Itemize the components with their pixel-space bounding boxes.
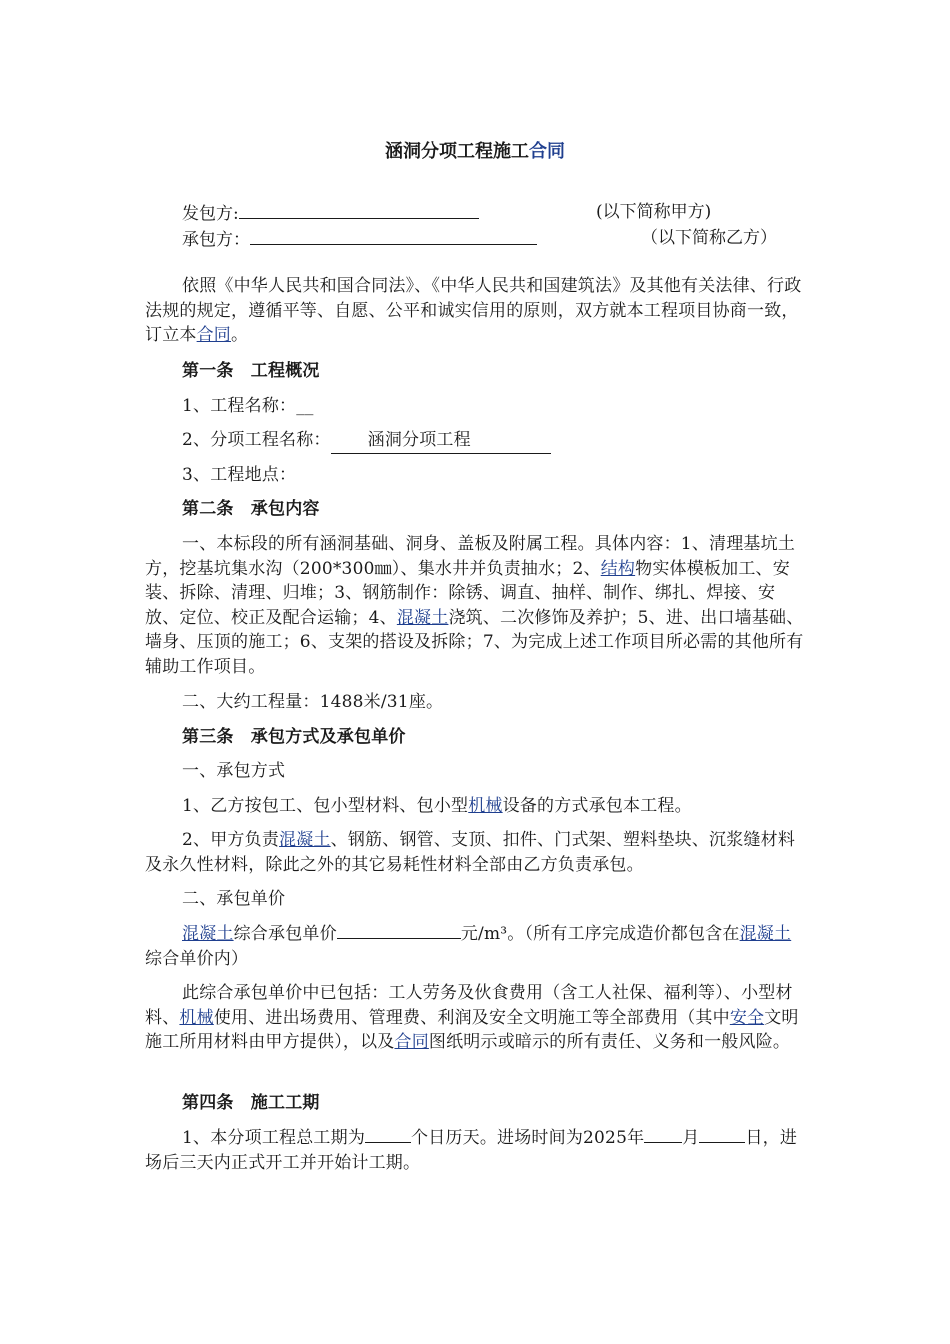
a3-p4-text-2: 使用、进出场费用、管理费、利润及安全文明施工等全部费用（其中	[213, 1007, 730, 1028]
a3-p1-text-2: 设备的方式承包本工程。	[502, 796, 692, 816]
title-link-contract[interactable]: 合同	[529, 141, 565, 162]
party-a-blank	[239, 200, 479, 219]
a3-p4-text-4: 图纸明示或暗示的所有责任、义务和一般风险。	[428, 1032, 791, 1052]
unit-price-blank	[337, 922, 461, 939]
a2-text-3: 浇筑、二次修饰及养护；5、进、出口墙基础、墙身、压顶的施工；6、支架的搭设及拆除；7、为完成上述工作项目所必需的其他所有辅助工作项目。	[145, 607, 804, 677]
article-1-item-2	[145, 428, 805, 454]
party-b-line	[182, 226, 537, 252]
a2-text-2: 物实体模板加工、安装、拆除、清理、归堆；3、钢筋制作：除锈、调直、抽样、制作、绑扎、焊接、安放、定位、校正及配合运输；4、	[145, 558, 790, 628]
a3-p3-text-3: 综合单价内）	[145, 948, 249, 969]
article-1-heading: 第一条 工程概况	[182, 361, 320, 381]
item-2-value: 涵洞分项工程	[331, 428, 551, 454]
a3-p2-text-1: 2、甲方负责	[182, 830, 280, 850]
link-concrete[interactable]: 混凝土	[396, 607, 449, 628]
article-1-item-1: 1、工程名称：__	[182, 396, 314, 416]
party-a-note: (以下简称甲方)	[596, 202, 712, 222]
document-title	[0, 139, 950, 165]
item-2-label: 2、分项工程名称：	[182, 430, 331, 450]
party-b-label: 承包方：	[182, 230, 250, 250]
day-blank	[699, 1126, 745, 1143]
party-a-line	[182, 200, 479, 226]
article-3-paragraph-1	[145, 794, 805, 819]
link-concrete[interactable]: 混凝土	[279, 830, 331, 850]
a4-text-2: 个日历天。进场时间为2025年	[411, 1128, 645, 1148]
a3-p4-text-3: 文明施工所用材料由甲方提供），以及	[145, 1007, 799, 1052]
a3-p1-text-1: 1、乙方按包工、包小型材料、包小型	[182, 796, 469, 816]
a3-p2-text-2: 、钢筋、钢管、支顶、扣件、门式架、塑料垫块、沉浆缝材料及永久性材料，除此之外的其它易耗性材料全部由乙方负责承包。	[145, 830, 796, 875]
intro-end: 。	[231, 325, 249, 345]
month-blank	[644, 1126, 682, 1143]
article-3-paragraph-4	[145, 981, 805, 1055]
link-contract[interactable]: 合同	[394, 1032, 429, 1052]
a3-p3-text-2: 元/m³。（所有工序完成造价都包含在	[460, 924, 740, 944]
a3-p4-text-1: 此综合承包单价中已包括：工人劳务及伙食费用（含工人社保、福利等）、小型材料、	[145, 983, 793, 1028]
link-structure[interactable]: 结构	[600, 558, 636, 579]
link-machinery[interactable]: 机械	[179, 1007, 214, 1028]
article-2-paragraph-2: 二、大约工程量：1488米/31座。	[182, 692, 444, 712]
a4-text-4: 日，进场后三天内正式开工并开始计工期。	[145, 1128, 798, 1173]
article-4-heading: 第四条 施工工期	[182, 1093, 320, 1113]
intro-text: 依照《中华人民共和国合同法》、《中华人民共和国建筑法》及其他有关法律、行政法规的规定，遵循平等、自愿、公平和诚实信用的原则，双方就本工程项目协商一致，订立本	[145, 276, 802, 345]
a4-text-1: 1、本分项工程总工期为	[182, 1128, 366, 1148]
a4-text-3: 月	[682, 1128, 700, 1148]
article-2-paragraph-1	[145, 532, 805, 679]
a3-p3-text-1: 综合承包单价	[233, 924, 337, 944]
link-concrete[interactable]: 混凝土	[182, 924, 234, 944]
article-2-heading: 第二条 承包内容	[182, 499, 320, 519]
article-1-item-3: 3、工程地点：	[182, 465, 297, 485]
intro-link-contract[interactable]: 合同	[196, 325, 232, 345]
a2-text-1: 一、本标段的所有涵洞基础、洞身、盖板及附属工程。具体内容：1、清理基坑土方，挖基坑集水沟（200*300㎜）、集水井并负责抽水；2、	[145, 534, 796, 579]
intro-paragraph	[145, 274, 805, 348]
article-4-paragraph-1	[145, 1126, 805, 1175]
link-concrete[interactable]: 混凝土	[739, 924, 792, 944]
link-safety[interactable]: 安全	[729, 1007, 765, 1028]
party-a-label: 发包方:	[182, 204, 239, 224]
article-3-section-1: 一、承包方式	[182, 761, 286, 781]
title-text: 涵洞分项工程施工	[385, 141, 529, 162]
article-3-section-2: 二、承包单价	[182, 889, 286, 909]
article-3-paragraph-3	[145, 922, 805, 971]
party-b-note: （以下简称乙方）	[641, 228, 777, 248]
article-3-heading: 第三条 承包方式及承包单价	[182, 727, 406, 747]
duration-blank	[365, 1126, 411, 1143]
link-machinery[interactable]: 机械	[468, 796, 503, 816]
article-3-paragraph-2	[145, 828, 805, 877]
party-b-blank	[250, 226, 537, 245]
